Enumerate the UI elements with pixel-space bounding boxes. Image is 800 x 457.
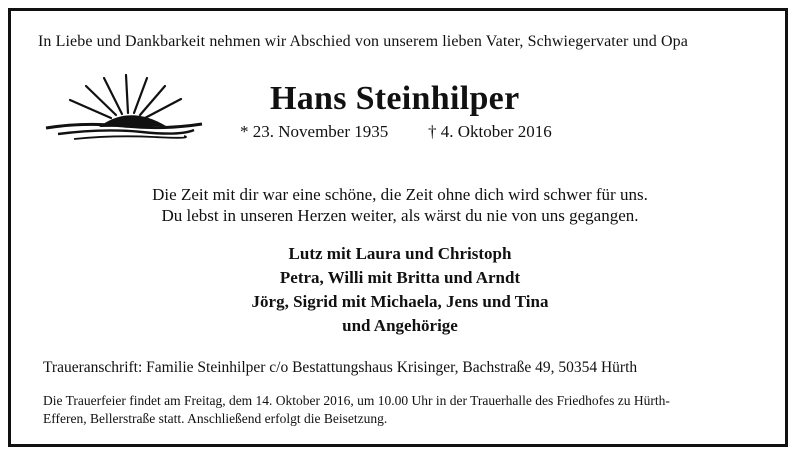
deceased-name: Hans Steinhilper [270,80,520,117]
verse-line: Die Zeit mit dir war eine schöne, die Zeit ohne dich wird schwer für uns. [152,185,648,204]
intro-text: In Liebe und Dankbarkeit nehmen wir Abschied von unserem lieben Vater, Schwiegervater und Opa [38,33,688,50]
ceremony-line: Efferen, Bellerstraße statt. Anschließend erfolgt die Beisetzung. [43,411,388,426]
ceremony-line: Die Trauerfeier findet am Freitag, dem 14. Oktober 2016, um 10.00 Uhr in der Trauerhalle des Friedhofes zu Hürth- [43,393,670,408]
verse-line: Du lebst in unseren Herzen weiter, als wärst du nie von uns gegangen. [161,206,639,225]
family-line: Jörg, Sigrid mit Michaela, Jens und Tina [251,292,549,311]
family-line: und Angehörige [342,316,458,335]
family-line: Lutz mit Laura und Christoph [288,244,512,263]
family-line: Petra, Willi mit Britta und Arndt [279,268,521,287]
ceremony-info [43,392,773,428]
birth-date: * 23. November 1935 [240,122,389,141]
mourning-address: Traueranschrift: Familie Steinhilper c/o Bestattungshaus Krisinger, Bachstraße 49, 50354 Hürth [43,359,638,376]
sunset-icon [44,70,204,142]
death-date: † 4. Oktober 2016 [428,122,552,141]
